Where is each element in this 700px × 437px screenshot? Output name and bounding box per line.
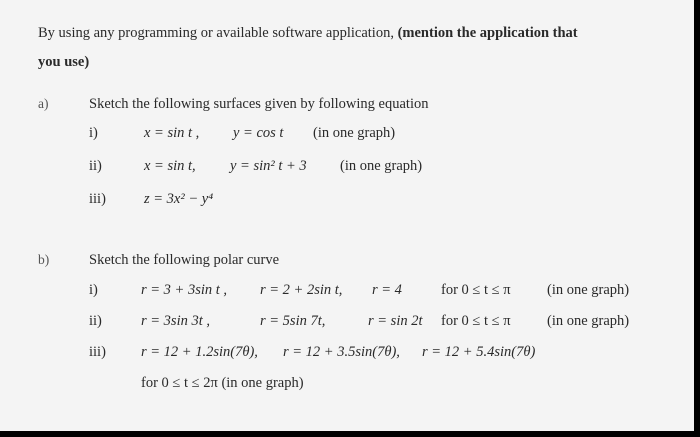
part-a-item-1-note: (in one graph) — [313, 125, 396, 141]
part-b-item-3-eq3: r = 12 + 5.4sin(7θ) — [422, 344, 536, 360]
part-b-item-3-note: (in one graph) — [221, 375, 304, 391]
part-b-item-3-num: iii) — [89, 344, 106, 360]
part-a-item-2-eq2: y = sin² t + 3 — [230, 158, 307, 174]
part-a-item-1-eq2: y = cos t — [233, 125, 284, 141]
part-a-label: a) — [38, 96, 49, 111]
part-a-item-2-note: (in one graph) — [340, 158, 423, 174]
part-b-item-2-note: (in one graph) — [547, 313, 630, 329]
part-b-item-1-num: i) — [89, 282, 98, 298]
part-b-label: b) — [38, 252, 50, 267]
part-b-item-2-eq2: r = 5sin 7t, — [260, 313, 326, 329]
instructions-line-2: you use) — [38, 54, 90, 70]
part-a-item-2-eq1: x = sin t, — [144, 158, 196, 174]
part-b-item-2-num: ii) — [89, 313, 102, 329]
part-b-item-1-note: (in one graph) — [547, 282, 630, 298]
part-a-item-1-eq1: x = sin t , — [144, 125, 200, 141]
instructions-bold: (mention the application that — [397, 25, 578, 41]
part-b-item-3-range: for 0 ≤ t ≤ 2π — [141, 375, 218, 391]
part-a-item-3-eq1: z = 3x² − y⁴ — [144, 191, 214, 207]
part-b-item-1-eq2: r = 2 + 2sin t, — [260, 282, 343, 298]
part-b-item-3-range-line — [141, 374, 304, 392]
part-b-item-1-eq3: r = 4 — [372, 282, 402, 298]
part-a-item-2-num: ii) — [89, 158, 102, 174]
part-a-item-3-num: iii) — [89, 191, 106, 207]
part-b-item-3-eq1: r = 12 + 1.2sin(7θ), — [141, 344, 258, 360]
part-b-heading: Sketch the following polar curve — [89, 252, 280, 268]
part-a-heading: Sketch the following surfaces given by following equation — [89, 96, 429, 112]
part-a-item-1-num: i) — [89, 125, 98, 141]
part-b-item-1-range: for 0 ≤ t ≤ π — [441, 282, 511, 298]
part-b-item-2-eq1: r = 3sin 3t , — [141, 313, 211, 329]
part-b-item-2-range: for 0 ≤ t ≤ π — [441, 313, 511, 329]
instructions-line-1 — [38, 24, 578, 42]
instructions-plain: By using any programming or available software application, — [38, 25, 398, 41]
part-b-item-2-eq3: r = sin 2t — [368, 313, 423, 329]
part-b-item-1-eq1: r = 3 + 3sin t , — [141, 282, 228, 298]
part-b-item-3-eq2: r = 12 + 3.5sin(7θ), — [283, 344, 400, 360]
